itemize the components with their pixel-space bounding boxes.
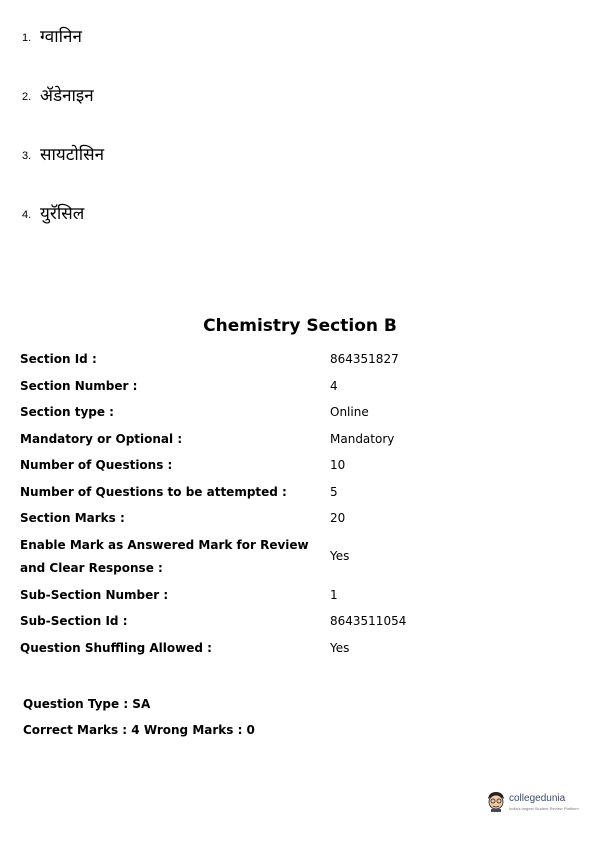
sub-section-number-value: 1 [330, 588, 338, 602]
question-shuffling-label: Question Shuffling Allowed : [20, 641, 212, 655]
collegedunia-logo [485, 790, 577, 816]
mandatory-value: Mandatory [330, 432, 395, 446]
section-id-label: Section Id : [20, 352, 97, 366]
section-number-label: Section Number : [20, 379, 138, 393]
section-marks-label: Section Marks : [20, 511, 125, 525]
section-id-value: 864351827 [330, 352, 399, 366]
attempt-count-label: Number of Questions to be attempted : [20, 485, 287, 499]
option-number: 3. [22, 150, 32, 162]
mascot-icon [485, 790, 507, 812]
logo-name: collegedunia [509, 793, 566, 804]
section-number-value: 4 [330, 379, 338, 393]
mark-for-review-label: Enable Mark as Answered Mark for Review and Clear Response : [20, 538, 309, 575]
logo-tagline: India's largest Student Review Platform [509, 806, 579, 811]
section-type-label: Section type : [20, 405, 114, 419]
option-text: युरॅसिल [40, 204, 85, 224]
option-number: 1. [22, 32, 32, 44]
option-text: सायटोसिन [40, 145, 105, 165]
sub-section-id-label: Sub-Section Id : [20, 614, 128, 628]
attempt-count-value: 5 [330, 485, 338, 499]
section-type-value: Online [330, 405, 369, 419]
question-marks: Correct Marks : 4 Wrong Marks : 0 [23, 723, 255, 737]
option-text: ॲडेनाइन [40, 86, 94, 106]
sub-section-id-value: 8643511054 [330, 614, 407, 628]
section-marks-value: 20 [330, 511, 346, 525]
question-count-label: Number of Questions : [20, 458, 173, 472]
mark-for-review-value: Yes [330, 549, 350, 563]
option-text: ग्वानिन [40, 27, 82, 47]
question-shuffling-value: Yes [330, 641, 350, 655]
question-type: Question Type : SA [23, 697, 151, 711]
mandatory-label: Mandatory or Optional : [20, 432, 183, 446]
question-count-value: 10 [330, 458, 346, 472]
option-number: 2. [22, 91, 32, 103]
section-title: Chemistry Section B [203, 316, 397, 336]
option-number: 4. [22, 209, 32, 221]
sub-section-number-label: Sub-Section Number : [20, 588, 169, 602]
